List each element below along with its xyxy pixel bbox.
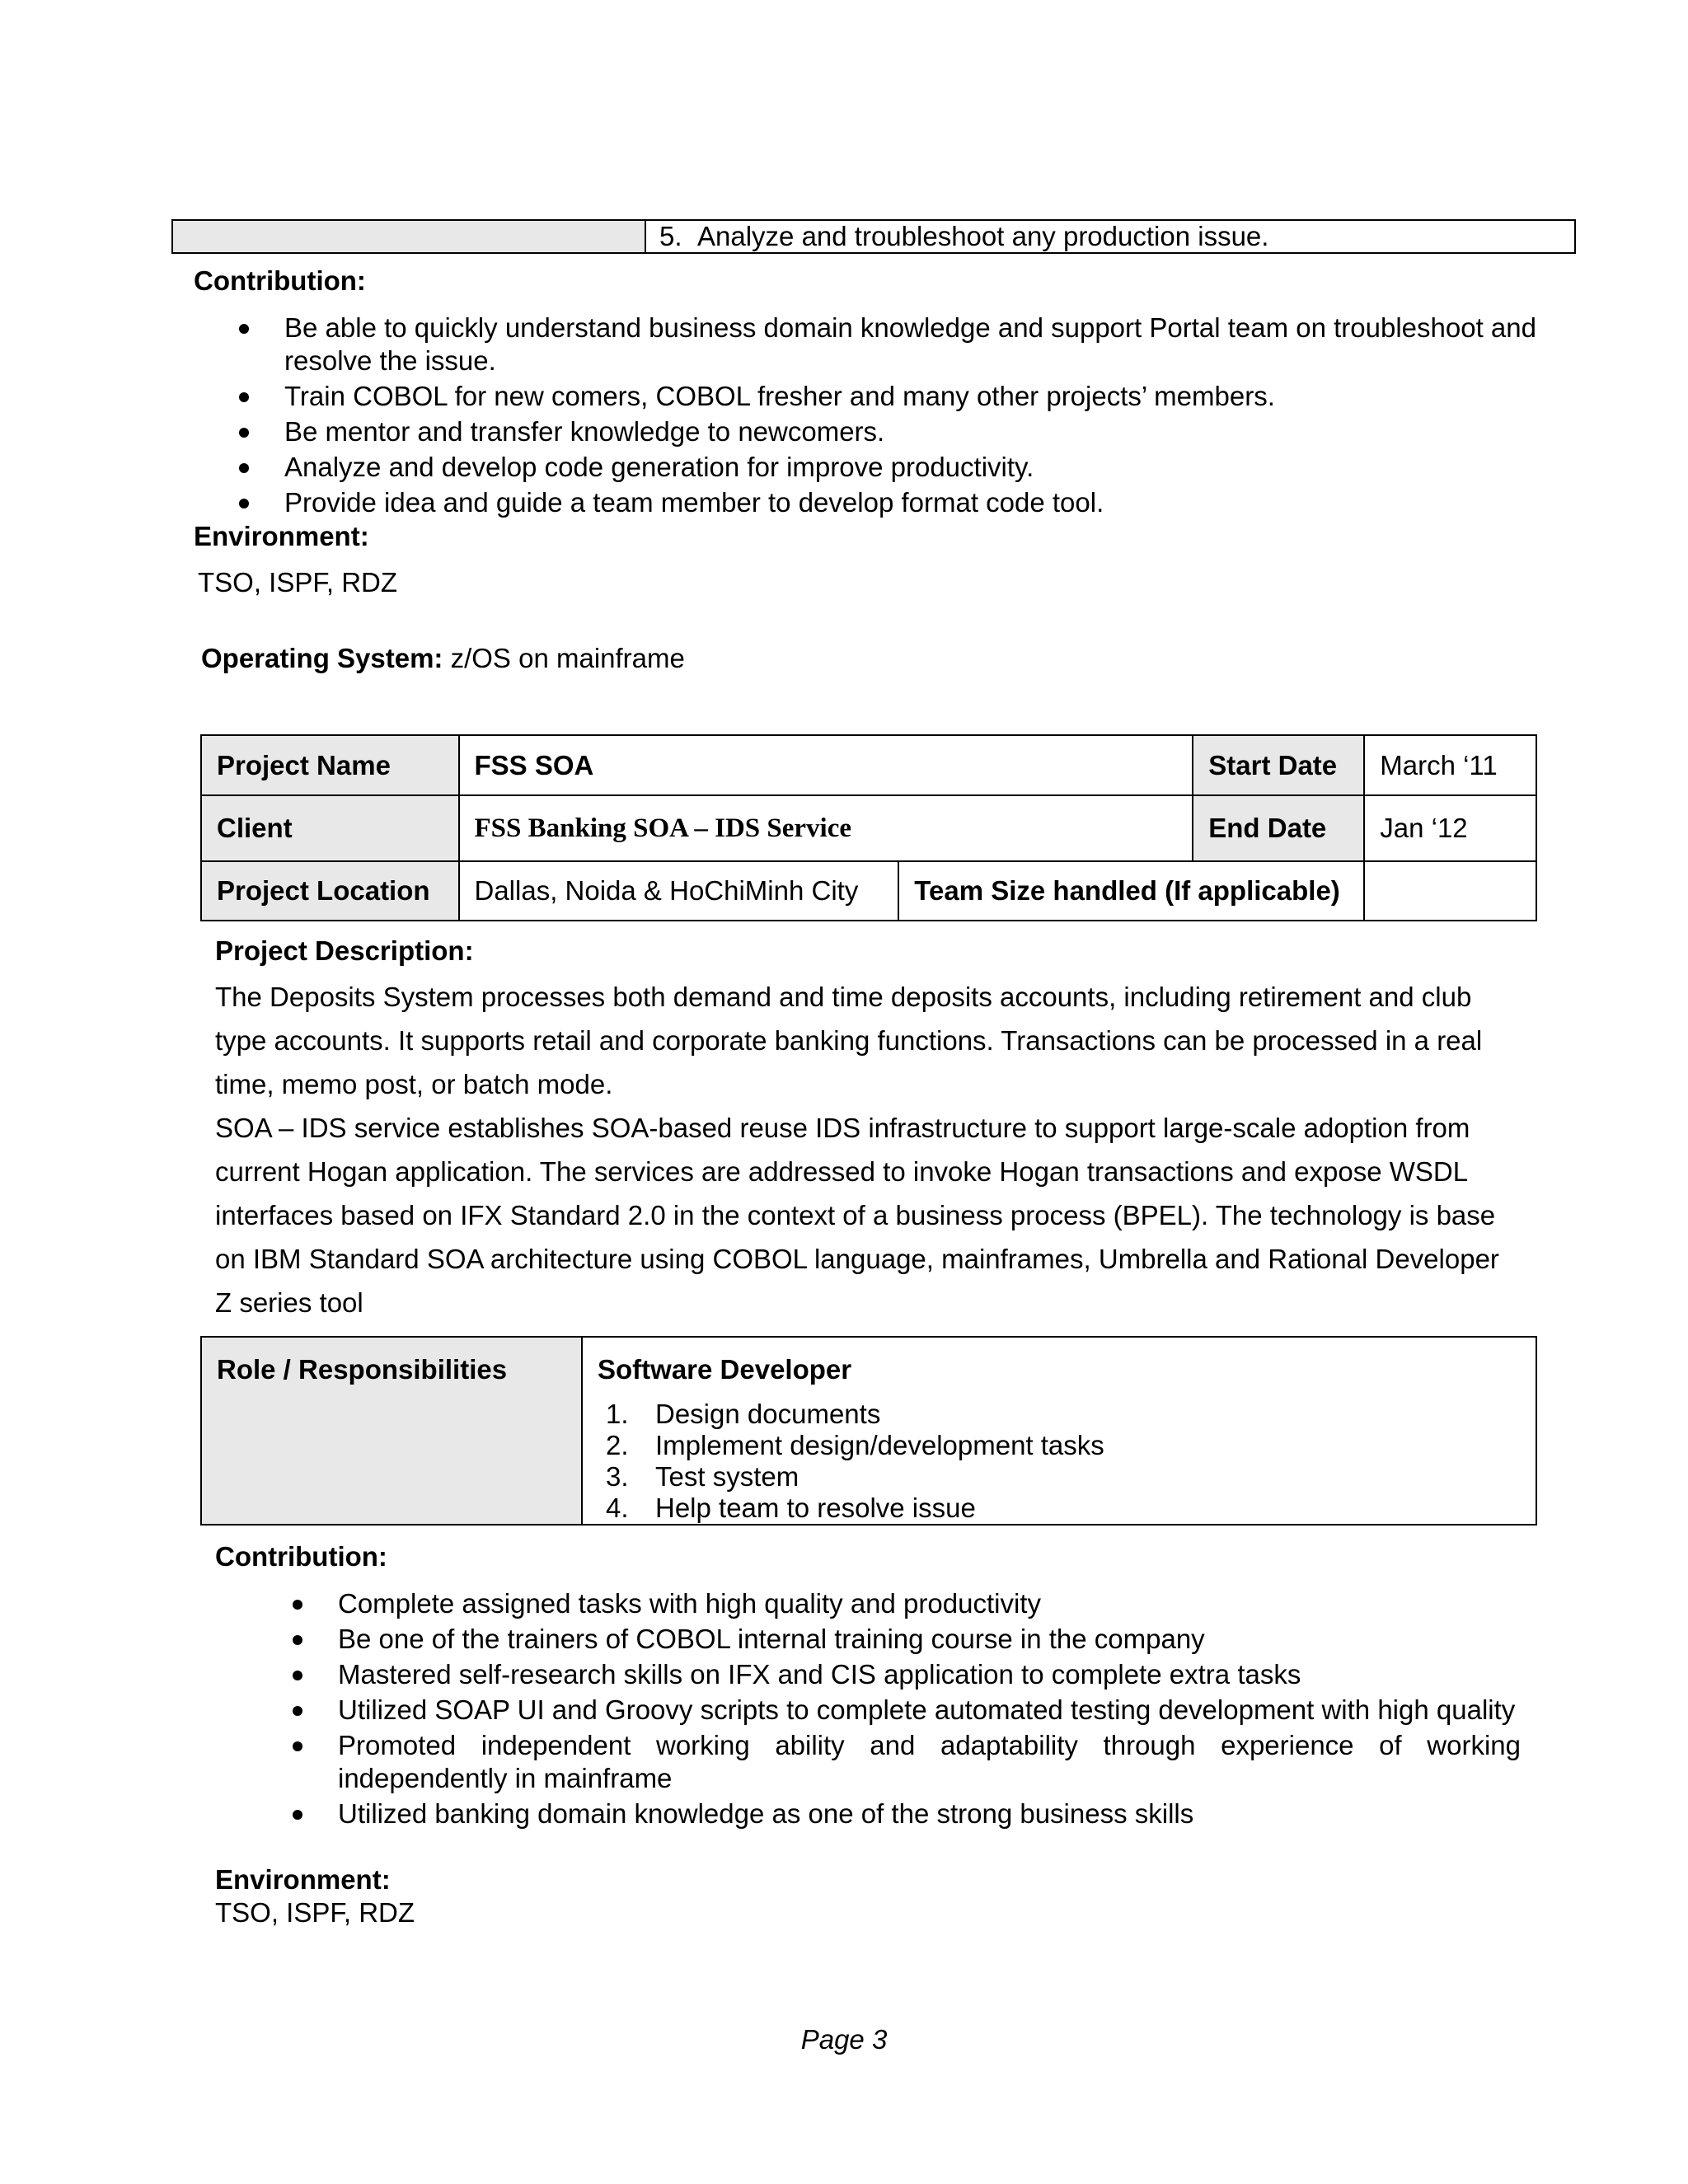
- project-name-value: FSS SOA: [459, 735, 1193, 795]
- description-line: current Hogan application. The services are addressed to invoke Hogan transactions and expose WSDL: [215, 1156, 1469, 1187]
- list-item: Be mentor and transfer knowledge to newcomers.: [239, 415, 1574, 448]
- role-title: Software Developer: [598, 1354, 852, 1385]
- list-item: Promoted independent working ability and adaptability through experience of working: [293, 1729, 1521, 1762]
- continuation-label-cell: [173, 221, 646, 252]
- list-item: 1. Design documents: [606, 1399, 881, 1429]
- role-label: Role / Responsibilities: [202, 1338, 583, 1524]
- list-item: Utilized banking domain knowledge as one of the strong business skills: [293, 1797, 1521, 1830]
- description-line: on IBM Standard SOA architecture using COBOL language, mainframes, Umbrella and Rational Developer: [215, 1244, 1499, 1274]
- role-table: [200, 1336, 1537, 1526]
- project-name-label: Project Name: [201, 735, 459, 795]
- bullet-icon: [293, 1741, 302, 1751]
- operating-system: [201, 643, 685, 674]
- description-line: time, memo post, or batch mode.: [215, 1069, 613, 1099]
- bullet-icon: [293, 1600, 302, 1610]
- bullet-icon: [293, 1810, 302, 1820]
- list-item-continuation: independently in mainframe: [338, 1763, 673, 1793]
- list-item: Analyze and develop code generation for improve productivity.: [239, 451, 1574, 484]
- bullet-icon: [239, 324, 249, 334]
- list-item: Complete assigned tasks with high quality and productivity: [293, 1587, 1521, 1620]
- project-description: [215, 975, 1550, 1324]
- project-info-table: [200, 734, 1537, 921]
- description-line: interfaces based on IFX Standard 2.0 in the context of a business process (BPEL). The technology is base: [215, 1200, 1496, 1230]
- end-date-value: Jan ‘12: [1364, 795, 1536, 861]
- description-line: SOA – IDS service establishes SOA-based reuse IDS infrastructure to support large-scale adoption from: [215, 1113, 1470, 1143]
- list-item: 2. Implement design/development tasks: [606, 1430, 1104, 1460]
- contribution-list-1: [239, 312, 1574, 522]
- client-label: Client: [201, 795, 459, 861]
- bullet-icon: [239, 463, 249, 473]
- project-location-value: Dallas, Noida & HoChiMinh City: [459, 861, 899, 921]
- project-description-heading: Project Description:: [215, 935, 474, 966]
- contribution-list-2: [293, 1587, 1521, 1833]
- list-item: Mastered self-research skills on IFX and CIS application to complete extra tasks: [293, 1658, 1521, 1691]
- end-date-label: End Date: [1193, 795, 1364, 861]
- environment-value-2: TSO, ISPF, RDZ: [215, 1897, 415, 1928]
- table-row: [201, 795, 1536, 861]
- environment-value-1: TSO, ISPF, RDZ: [198, 567, 398, 598]
- role-value-cell: [583, 1338, 1536, 1524]
- page-number: Page 3: [800, 2024, 888, 2055]
- item-number: 5.: [659, 221, 682, 251]
- bullet-icon: [293, 1671, 302, 1680]
- description-line: type accounts. It supports retail and corporate banking functions. Transactions can be processed in a real: [215, 1025, 1483, 1056]
- responsibility-list: [598, 1399, 1521, 1524]
- description-line: Z series tool: [215, 1287, 363, 1318]
- team-size-value: [1364, 861, 1536, 921]
- table-row: [201, 861, 1536, 921]
- environment-heading-2: Environment:: [215, 1864, 391, 1895]
- continuation-value-cell: [646, 221, 1574, 252]
- list-item: Be one of the trainers of COBOL internal training course in the company: [293, 1623, 1521, 1656]
- list-item: Utilized SOAP UI and Groovy scripts to complete automated testing development with high quality: [293, 1694, 1521, 1727]
- project-location-label: Project Location: [201, 861, 459, 921]
- team-size-label: Team Size handled (If applicable): [898, 861, 1364, 921]
- start-date-label: Start Date: [1193, 735, 1364, 795]
- list-item: Provide idea and guide a team member to develop format code tool.: [239, 486, 1574, 519]
- list-item-continuation: resolve the issue.: [284, 345, 496, 376]
- os-value: z/OS on mainframe: [450, 643, 685, 673]
- os-label: Operating System:: [201, 643, 443, 673]
- contribution-heading-1: Contribution:: [194, 265, 366, 296]
- item-text: Analyze and troubleshoot any production issue.: [697, 221, 1269, 251]
- bullet-icon: [293, 1635, 302, 1645]
- list-item: 4. Help team to resolve issue: [606, 1493, 976, 1523]
- bullet-icon: [239, 428, 249, 438]
- bullet-icon: [239, 499, 249, 509]
- list-item: Train COBOL for new comers, COBOL fresher and many other projects’ members.: [239, 380, 1574, 413]
- continuation-table: [171, 219, 1576, 254]
- list-item: 3. Test system: [606, 1461, 799, 1492]
- table-row: [201, 735, 1536, 795]
- start-date-value: March ‘11: [1364, 735, 1536, 795]
- contribution-heading-2: Contribution:: [215, 1541, 387, 1572]
- bullet-icon: [293, 1706, 302, 1716]
- client-value: FSS Banking SOA – IDS Service: [459, 795, 1193, 861]
- list-item: Be able to quickly understand business domain knowledge and support Portal team on troubleshoot and: [239, 312, 1574, 344]
- bullet-icon: [239, 392, 249, 402]
- environment-heading-1: Environment:: [194, 521, 369, 551]
- description-line: The Deposits System processes both demand and time deposits accounts, including retirement and club: [215, 982, 1472, 1012]
